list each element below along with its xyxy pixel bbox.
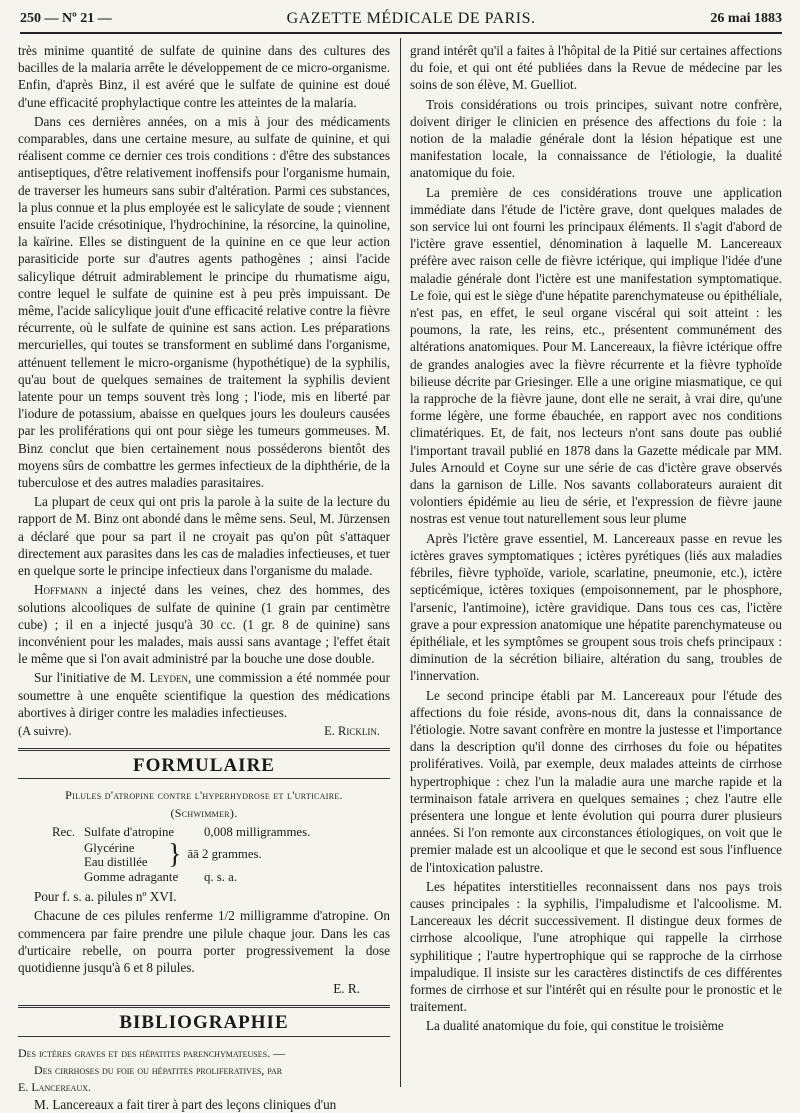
paragraph: Pour f. s. a. pilules nº XVI. [34, 889, 177, 905]
formulaire-title: FORMULAIRE [18, 748, 390, 779]
paragraph: Chacune de ces pilules renferme 1/2 milligramme d'atropine. On commencera par faire prendre une pilule chaque jour. Dans les cas d'urticaire rebelle, on pourra porter progressivement la dose quotidienne jusqu'à 6 et 8 pilules. [18, 908, 390, 975]
paragraph: M. Lancereaux a fait tirer à part des leçons cliniques d'un [34, 1097, 337, 1113]
dose: q. s. a. [204, 869, 238, 884]
issue-date: 26 mai 1883 [710, 11, 782, 26]
prescription [52, 824, 390, 886]
formula-subtitle: Pilules d'atropine contre l'hyperhydrose et l'urticaire. [65, 788, 343, 803]
ingredient: Sulfate d'atropine [84, 824, 175, 839]
paragraph: Trois considérations ou trois principes, suivant notre confrère, doivent diriger le clinicien en présence des affections du foie : la notion de la maladie générale dont la lésion hépatique est une manifestation locale, la connaissance de l'étiologie, la dualité anatomique du foie. [410, 96, 782, 181]
paragraph: La première de ces considérations trouve une application immédiate dans l'étude de l'ictère grave, dont quelques malades de son service lui ont fourni les principaux éléments. Il s'agit d'abord de l'ictère grave essentiel, dénomination à laquelle M. Lancereaux préfère avec raison celle de fièvre ictérique, qui implique l'idée d'une maladie générale dont l'ictère est une manifestation symptomatique. Le foie, qui est le siège d'une hépatite parenchymateuse ou épithéliale, n'est pas, en effet, le seul organe viscéral qui soit atteint : les poumons, la rate, les reins, etc., présentent communément des altérations anatomiques. Pour M. Lancereaux, la fièvre ictérique offre de grandes analogies avec la fièvre récurrente et la fièvre typhoïde bilieuse décrite par Griesinger. Elle a une origine miasmatique, ce qui la rapproche de la fièvre jaune, dont elle ne serait, à vrai dire, qu'une forme légère, une forme ébauchée, en rapport avec nos conditions climatériques. Et, de fait, nos lecteurs n'ont sans doute pas oublié l'important travail publié en 1878 dans la Gazette médicale par MM. Jules Arnould et Coyne sur une série de cas d'ictère grave observés dans la garnison de Lille. Nos savants collaborateurs auraient dit volontiers épidémie au lieu de série, et l'expression de fièvre jaune nostras est venue tout naturellement sous leur plume [410, 184, 782, 527]
paragraph: La plupart de ceux qui ont pris la parole à la suite de la lecture du rapport de M. Binz ont abondé dans le même sens. Seul, M. Jürzensen a déclaré que pour sa part il ne croyait pas qu'on pût s'attaquer directement aux parasites dans les cas de maladies infectieuses, et tuer en quelque sorte le principe infectieux dans l'organisme du malade. [18, 494, 390, 579]
paragraph: Le second principe établi par M. Lancereaux pour l'étude des affections du foie réside, avons-nous dit, dans la connaissance de l'étiologie. Notre savant confrère en montre la justesse et l'importance dans la description qu'il donne des cirrhoses du foie ou hépatites prolifératives. Voilà, par exemple, deux malades atteints de cirrhose hypertrophique : chez l'un la maladie aura une marche rapide et la terminaison fatale arrivera en quelques semaines ; chez l'autre elle présentera une longue et lente évolution qui pourra durer plusieurs années. Si l'on remonte aux circonstances étiologiques, on voit que le premier malade est un alcoolique et que le second est sous l'influence de l'intoxication palustre. [410, 687, 782, 875]
article-signoff [18, 723, 390, 740]
prescription-line [52, 869, 390, 886]
paragraph: Dans ces dernières années, on a mis à jour des médicaments comparables, dans une certaine mesure, au sulfate de quinine, et qui réalisent comme ce dernier ces trois conditions : d'être des substances antiseptiques, d'être relativement inoffensifs pour l'organisme humain, de traverser les humeurs sans subir d'altération. Parmi ces substances, la plus connue et la plus employée est le salicylate de soude ; viennent ensuite l'acide crésotinique, l'hydrochinine, la résorcine, la quinoline, la kaïrine. Elles se distinguent de la quinine en ce que leur action parasiticide porte sur d'autres agents pathogènes ; ainsi l'acide salicylique détruit admirablement le principe du rhumatisme aigu, contre lequel le sulfate de quinine est à peu près impuissant. De même, l'acide salicylique jouit d'une efficacité relative contre la fièvre récurrente, où le sulfate de quinine est sans action. Les préparations mercurielles, qui toutes se transforment en sublimé dans l'organisme, atténuent tellement le micro-organisme (hypothétique) de la syphilis, qu'au bout de quelques semaines de traitement la syphilis devient latente pour un temps souvent très long ; l'iode, mis en liberté par l'iodure de potassium, abaisse en quelques jours les douleurs causées par les proliférations qui ont pour siège les tumeurs gommeuses. M. Binz conclut que bien certainement nous posséderons bientôt des moyens sûrs de combattre les germes infectieux de la diphthérie, de la tuberculose et des autres maladies parasitaires. [18, 113, 390, 491]
bibliography-heading: Des cirrhoses du foie ou hépatites proliferatives, par [34, 1062, 283, 1077]
bibliography-author: E. Lancereaux. [18, 1079, 91, 1094]
paragraph: grand intérêt qu'il a faites à l'hôpital de la Pitié sur certaines affections du foie, et qui ont été publiées dans la Revue de médecine par les soins de son élève, M. Guelliot. [410, 43, 782, 93]
to-be-continued: (A suivre). [18, 723, 72, 738]
column-divider [400, 38, 401, 1087]
brace-icon: } [168, 838, 182, 870]
paragraph: très minime quantité de sulfate de quinine dans des cultures des bacilles de la malaria arrête le développement de ce micro-organisme. Enfin, d'après Binz, il est avéré que le sulfate de quinine est doué d'une efficacité prophylactique contre les atteintes de la malaria. [18, 43, 390, 110]
bibliography-heading: Des ictères graves et des hépatites parenchymateuses. — [18, 1045, 286, 1060]
paragraph [18, 581, 390, 667]
paragraph-text: Sur l'initiative de M. [34, 670, 150, 686]
paragraph-text: a injecté dans les veines, chez des hommes, des solutions alcooliques de sulfate de quinine (1 grain par centimètre cube) ; il en a injecté jusqu'à 30 cc. (1 gr. 8 de quinine) sans inconvénient pour les malades, mais aussi sans avantage ; l'effet était le même que si l'on avait administré par la bouche une dose double. [18, 582, 390, 667]
paragraph [18, 669, 390, 721]
ingredient: Eau distillée [84, 854, 148, 869]
bibliographie-title: BIBLIOGRAPHIE [18, 1005, 390, 1036]
paragraph: Après l'ictère grave essentiel, M. Lancereaux passe en revue les ictères graves symptomatiques ; ictères pyrétiques (liés aux maladies fébriles, fièvre typhoïde, variole, scarlatine, pneumonie, etc.), ictère septicémique, ictères toxiques (empoisonnement, par le phosphore, l'arsenic, l'antimoine), ictère gravidique. Dans tous ces cas, l'ictère grave a pour expression anatomique une hépatite parenchymateuse ou épithéliale, et les symptômes se groupent sous trois chefs principaux : diminution de la sécrétion biliaire, altération du sang, troubles de l'innervation. [410, 530, 782, 684]
page-number: 250 — Nº 21 — [20, 11, 112, 26]
paragraph-text: , une commission a été nommée pour soumettre à une enquête scientifique la question des médications abortives à diriger contre les maladies infectieuses. [18, 670, 390, 720]
prescription-line [52, 838, 390, 870]
prescription-line [52, 824, 390, 841]
journal-title: GAZETTE MÉDICALE DE PARIS. [286, 10, 536, 27]
article-author: E. Ricklin. [324, 723, 380, 738]
right-column [410, 42, 782, 1089]
paragraph: Les hépatites interstitielles reconnaissent dans nos pays trois causes principales : la syphilis, l'impaludisme et l'alcoolisme. M. Lancereaux les décrit successivement. Il distingue deux formes de cirrhose alcoolique, l'une atrophique qui rappelle la cirrhose syphilitique ; l'autre hypertrophique qui se rapproche de la cirrhose impaludique. Il insiste sur les caractères distinctifs de ces différentes formes de cirrhose et sur l'intérêt qui en résulte pour le pronostic et le traitement. [410, 878, 782, 1015]
formula-author: (Schwimmer). [170, 805, 238, 820]
paragraph: La dualité anatomique du foie, qui constitue le troisième [426, 1018, 724, 1034]
formula-signature: E. R. [333, 981, 360, 997]
dose: 0,008 milligrammes. [204, 824, 311, 839]
ingredient: Glycérine [84, 840, 135, 855]
dose: āā 2 grammes. [187, 847, 262, 862]
person-name: Hoffmann [34, 582, 88, 598]
page-header [20, 6, 782, 34]
left-column [18, 42, 390, 1113]
rec-label: Rec. [52, 824, 76, 839]
ingredient: Gomme adragante [84, 869, 179, 884]
person-name: Leyden [149, 670, 189, 686]
